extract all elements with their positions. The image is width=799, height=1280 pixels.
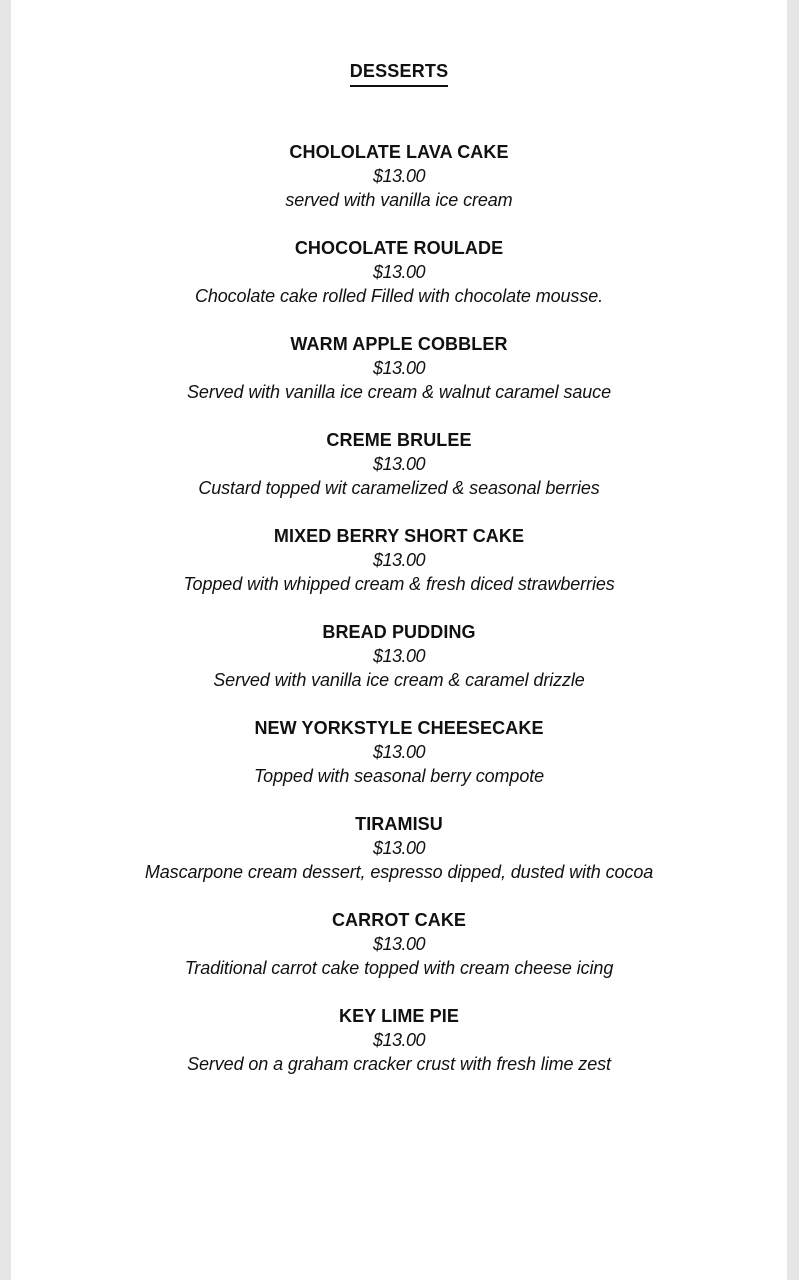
item-name: MIXED BERRY SHORT CAKE <box>273 526 525 546</box>
item-price: $13.00 <box>372 646 426 666</box>
item-name: CREME BRULEE <box>326 430 472 450</box>
item-description: Custard topped wit caramelized & seasonal berries <box>198 478 600 498</box>
menu-item <box>11 524 787 620</box>
dessert-list <box>11 140 787 1100</box>
item-description: Chocolate cake rolled Filled with chocolate mousse. <box>194 286 604 306</box>
item-name: WARM APPLE COBBLER <box>290 334 508 354</box>
item-name: CHOCOLATE ROULADE <box>294 238 504 258</box>
item-price: $13.00 <box>372 742 426 762</box>
menu-item <box>11 620 787 716</box>
item-description: Served on a graham cracker crust with fresh lime zest <box>187 1054 611 1074</box>
item-name: CHOLOLATE LAVA CAKE <box>289 142 509 162</box>
item-description: Served with vanilla ice cream & caramel drizzle <box>213 670 585 690</box>
menu-title-text: DESSERTS <box>350 60 449 87</box>
item-description: Served with vanilla ice cream & walnut caramel sauce <box>187 382 611 402</box>
menu-item <box>11 908 787 1004</box>
menu-title <box>11 60 787 87</box>
item-name: NEW YORKSTYLE CHEESECAKE <box>254 718 544 738</box>
item-price: $13.00 <box>372 934 426 954</box>
item-price: $13.00 <box>372 454 426 474</box>
item-description: Topped with seasonal berry compote <box>253 766 545 786</box>
menu-item <box>11 236 787 332</box>
menu-item <box>11 1004 787 1100</box>
item-description: Topped with whipped cream & fresh diced strawberries <box>183 574 615 594</box>
item-description: Mascarpone cream dessert, espresso dipped, dusted with cocoa <box>144 862 654 882</box>
item-description: served with vanilla ice cream <box>285 190 513 210</box>
item-name: KEY LIME PIE <box>339 1006 459 1026</box>
menu-page <box>11 0 787 1280</box>
menu-item <box>11 812 787 908</box>
item-price: $13.00 <box>372 262 426 282</box>
menu-item <box>11 332 787 428</box>
item-name: TIRAMISU <box>355 814 443 834</box>
item-price: $13.00 <box>372 550 426 570</box>
item-price: $13.00 <box>372 166 426 186</box>
menu-item <box>11 716 787 812</box>
item-price: $13.00 <box>372 1030 426 1050</box>
menu-item <box>11 428 787 524</box>
item-price: $13.00 <box>372 838 426 858</box>
menu-item <box>11 140 787 236</box>
item-price: $13.00 <box>372 358 426 378</box>
item-name: BREAD PUDDING <box>322 622 476 642</box>
item-description: Traditional carrot cake topped with cream cheese icing <box>184 958 614 978</box>
item-name: CARROT CAKE <box>331 910 467 930</box>
